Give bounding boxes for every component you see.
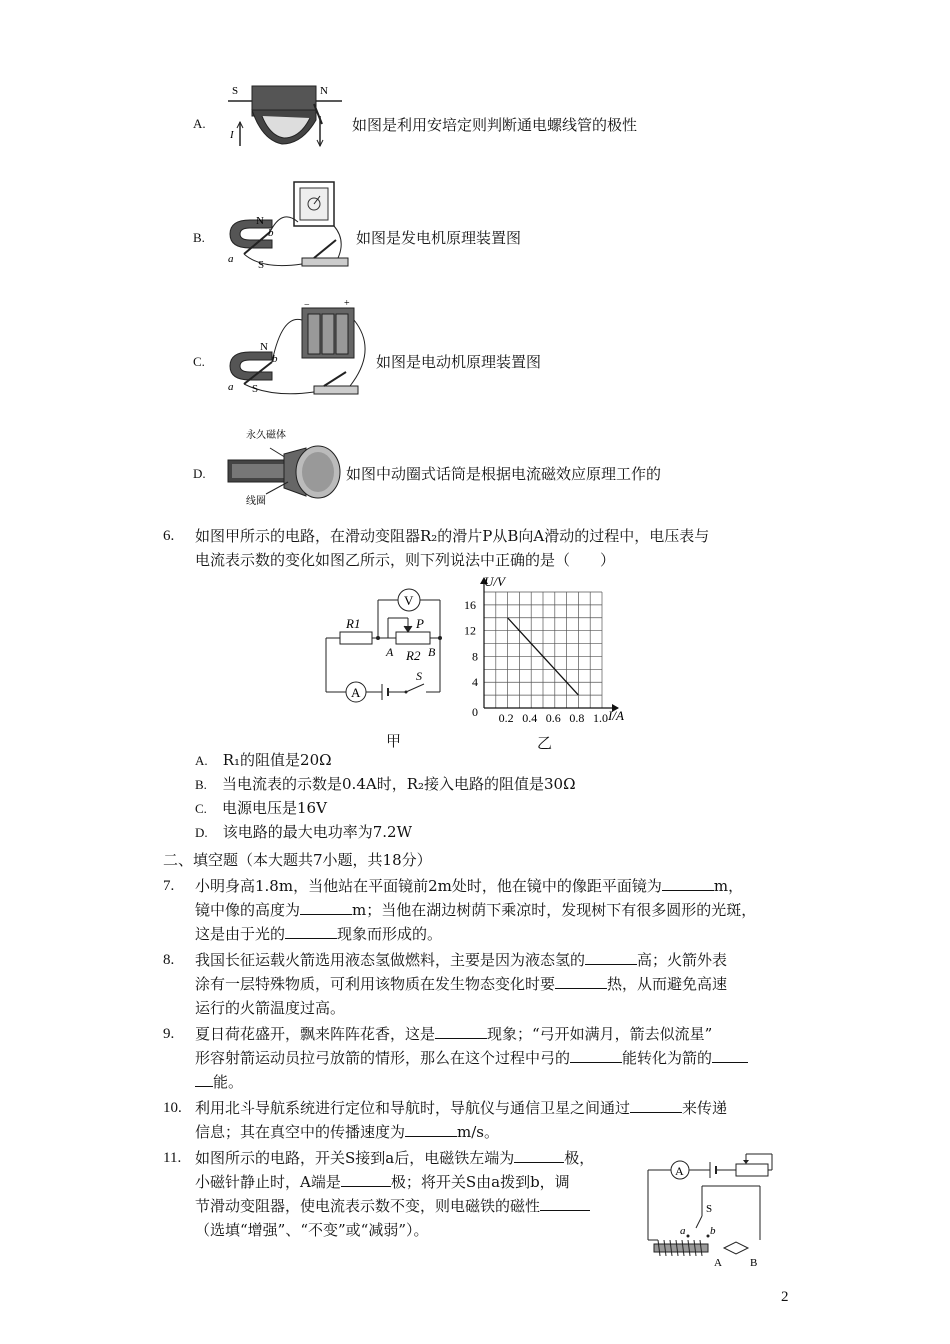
q6-option-c-letter: C.: [195, 801, 207, 816]
option-a-text: 如图是利用安培定则判断通电螺线管的极性: [352, 116, 638, 134]
q11-line3: [195, 1194, 590, 1218]
fig-c-minus-label: −: [304, 300, 310, 311]
q11-number: 11.: [163, 1150, 182, 1166]
q9-line2: [195, 1046, 748, 1070]
q9-l2b: 能转化为箭的: [622, 1049, 713, 1067]
q10-l2b: m/s。: [457, 1123, 499, 1141]
option-a: [0, 80, 950, 150]
q10-line1: [195, 1096, 727, 1120]
chart-y-tick-label: 16: [464, 597, 476, 612]
q6-option-b: [195, 772, 576, 796]
voltmeter-label: V: [404, 593, 414, 608]
figure-generator: [222, 178, 356, 274]
option-d-letter: D.: [193, 466, 206, 481]
q7-l1a: 小明身高1.8m，当他站在平面镜前2m处时，他在镜中的像距平面镜为: [195, 877, 662, 895]
q8-l2a: 涂有一层特殊物质，可利用该物质在发生物态变化时要: [195, 975, 556, 993]
fig-b-n-label: N: [256, 215, 264, 227]
q10-line2: [195, 1120, 499, 1144]
fig-b-b-label: b: [268, 227, 274, 239]
figure-q11-circuit: [640, 1152, 780, 1272]
q6-option-a-letter: A.: [195, 753, 208, 768]
fig-c-b-label: b: [272, 353, 278, 365]
q11-blank-1[interactable]: [514, 1146, 564, 1163]
chart-y-tick-label: 4: [472, 675, 478, 690]
p-label: P: [416, 616, 424, 631]
q9-l1a: 夏日荷花盛开，飘来阵阵花香，这是: [195, 1025, 436, 1043]
q6-caption-right: 乙: [537, 734, 553, 752]
fig-b-a-label: a: [228, 253, 234, 265]
chart-axes: [480, 577, 619, 712]
q7-blank-3[interactable]: [285, 922, 337, 939]
q6-line2: 电流表示数的变化如图乙所示，则下列说法中正确的是（ ）: [195, 551, 616, 569]
q6-option-d: [195, 820, 412, 844]
q9-line3: [195, 1070, 243, 1094]
chart-x-tick-label: 0.6: [545, 711, 561, 725]
fig-c-a-label: a: [228, 381, 234, 393]
chart-origin: 0: [472, 705, 478, 719]
q8-l1a: 我国长征运载火箭选用液态氢做燃料，主要是因为液态氢的: [195, 951, 586, 969]
q7-line1: [195, 874, 743, 898]
b-end-label: B: [428, 645, 436, 659]
figure-ampere-rule: [222, 80, 348, 152]
q8-l1b: 高；火箭外表: [637, 951, 728, 969]
fig-d-coil-label: 线圈: [246, 496, 266, 507]
chart-grid: [484, 592, 602, 708]
q11-blank-2[interactable]: [341, 1170, 391, 1187]
page-number: 2: [781, 1289, 789, 1305]
q11-blank-3[interactable]: [540, 1194, 590, 1211]
q7-l1b: m，: [713, 877, 744, 895]
fig-c-s-label: S: [252, 383, 259, 395]
chart-ticks: [464, 598, 608, 725]
q8-line1: [195, 948, 727, 972]
q7-l2a: 镜中像的高度为: [195, 901, 301, 919]
q6-caption-left: 甲: [386, 732, 402, 750]
q6-option-a: [195, 748, 332, 772]
figure-motor: [222, 300, 378, 400]
q11-line1: [195, 1146, 594, 1170]
q9-blank-3b[interactable]: [195, 1070, 213, 1087]
q6-option-c-text: 电源电压是16V: [222, 799, 327, 817]
q9-l3: 能。: [213, 1073, 244, 1091]
q7-blank-1[interactable]: [662, 874, 714, 891]
q9-l2a: 形容射箭运动员拉弓放箭的情形，那么在这个过程中弓的: [195, 1049, 571, 1067]
chart-xlabel: I/A: [608, 708, 624, 723]
chart-y-tick-label: 8: [472, 649, 478, 664]
q10-number: 10.: [163, 1100, 182, 1116]
fig-c-n-label: N: [260, 341, 268, 353]
chart-x-tick-label: 0.2: [498, 711, 514, 725]
q11-l1a: 如图所示的电路，开关S接到a后，电磁铁左端为: [195, 1149, 515, 1167]
q7-blank-2[interactable]: [300, 898, 352, 915]
q8-blank-1[interactable]: [585, 948, 637, 965]
q7-line2: [195, 898, 756, 922]
a-end-label: A: [386, 645, 394, 659]
q11-b-label: b: [710, 1225, 716, 1237]
switch-label: S: [416, 669, 422, 683]
q6-option-c: [195, 796, 327, 820]
q6-option-d-text: 该电路的最大电功率为7.2W: [222, 823, 413, 841]
option-b-letter: B.: [193, 230, 205, 245]
q10-blank-2[interactable]: [405, 1120, 457, 1137]
option-d: [0, 424, 950, 514]
q11-l2a: 小磁针静止时，A端是: [195, 1173, 341, 1191]
q9-number: 9.: [163, 1026, 175, 1042]
option-a-letter: A.: [193, 116, 206, 131]
option-b-text: 如图是发电机原理装置图: [356, 229, 522, 247]
q8-line3: 运行的火箭温度过高。: [195, 999, 346, 1017]
ammeter-label: A: [351, 685, 361, 700]
q9-l1b: 现象；“弓开如满月，箭去似流星”: [487, 1025, 713, 1043]
q7-number: 7.: [163, 878, 175, 894]
q11-l3: 节滑动变阻器，使电流表示数不变，则电磁铁的磁性: [195, 1197, 541, 1215]
q10-l2a: 信息；其在真空中的传播速度为: [195, 1123, 406, 1141]
q7-l3b: 现象而形成的。: [337, 925, 443, 943]
fig-c-plus-label: +: [344, 300, 350, 309]
r2-label: R2: [406, 648, 421, 663]
ui-chart: [462, 574, 632, 726]
q8-l2b: 热，从而避免高速: [607, 975, 728, 993]
chart-x-tick-label: 0.8: [569, 711, 585, 725]
fig-a-n-label: N: [320, 85, 328, 97]
q8-blank-2[interactable]: [555, 972, 607, 989]
option-c: [0, 300, 950, 400]
q9-blank-2[interactable]: [570, 1046, 622, 1063]
q8-number: 8.: [163, 952, 175, 968]
q11-a-label: a: [680, 1225, 686, 1237]
q6-option-b-letter: B.: [195, 777, 207, 792]
option-b: [0, 178, 950, 278]
q11-s-label: S: [706, 1203, 713, 1215]
q9-blank-3a[interactable]: [712, 1046, 748, 1063]
q6-option-a-text: R₁的阻值是20Ω: [222, 751, 332, 769]
q8-line2: [195, 972, 727, 996]
figure-q6-circuit: [318, 588, 446, 710]
q9-line1: [195, 1022, 712, 1046]
q6-line1: 如图甲所示的电路，在滑动变阻器R₂的滑片P从B向A滑动的过程中，电压表与: [195, 527, 710, 545]
q7-l2b: m；当他在湖边树荫下乘凉时，发现树下有很多圆形的光斑，: [352, 901, 757, 919]
q11-line4: （选填“增强”、“不变”或“减弱”）。: [195, 1221, 429, 1239]
q9-blank-1[interactable]: [435, 1022, 487, 1039]
q11-l1b: 极，: [564, 1149, 595, 1167]
q11-ammeter-label: A: [675, 1164, 684, 1178]
q10-l1b: 来传递: [682, 1099, 728, 1117]
chart-x-tick-label: 0.4: [522, 711, 538, 725]
option-c-text: 如图是电动机原理装置图: [376, 353, 542, 371]
chart-x-tick-label: 1.0: [593, 711, 608, 725]
fig-a-s-label: S: [232, 85, 239, 97]
q6-option-b-text: 当电流表的示数是0.4A时，R₂接入电路的阻值是30Ω: [222, 775, 576, 793]
q7-line3: [195, 922, 442, 946]
q10-l1a: 利用北斗导航系统进行定位和导航时，导航仪与通信卫星之间通过: [195, 1099, 631, 1117]
figure-microphone: [222, 424, 346, 508]
q11-line2: [195, 1170, 570, 1194]
chart-y-tick-label: 12: [464, 623, 476, 638]
q11-needle-a-label: A: [714, 1257, 722, 1269]
q11-l2b: 极；将开关S由a拨到b，调: [390, 1173, 570, 1191]
r1-label: R1: [346, 616, 361, 631]
option-d-text: 如图中动圈式话筒是根据电流磁效应原理工作的: [346, 465, 662, 483]
q10-blank-1[interactable]: [630, 1096, 682, 1113]
section-2-heading: 二、填空题（本大题共7小题，共18分）: [163, 851, 432, 869]
fig-d-magnet-label: 永久磁体: [246, 430, 286, 441]
option-c-letter: C.: [193, 354, 205, 369]
q6-number: 6.: [163, 528, 175, 544]
chart-ylabel: U/V: [484, 574, 505, 589]
q6-option-d-letter: D.: [195, 825, 208, 840]
fig-a-i-label: I: [230, 129, 234, 141]
q11-needle-b-label: B: [750, 1257, 758, 1269]
q7-l3a: 这是由于光的: [195, 925, 286, 943]
fig-b-s-label: S: [258, 259, 265, 271]
